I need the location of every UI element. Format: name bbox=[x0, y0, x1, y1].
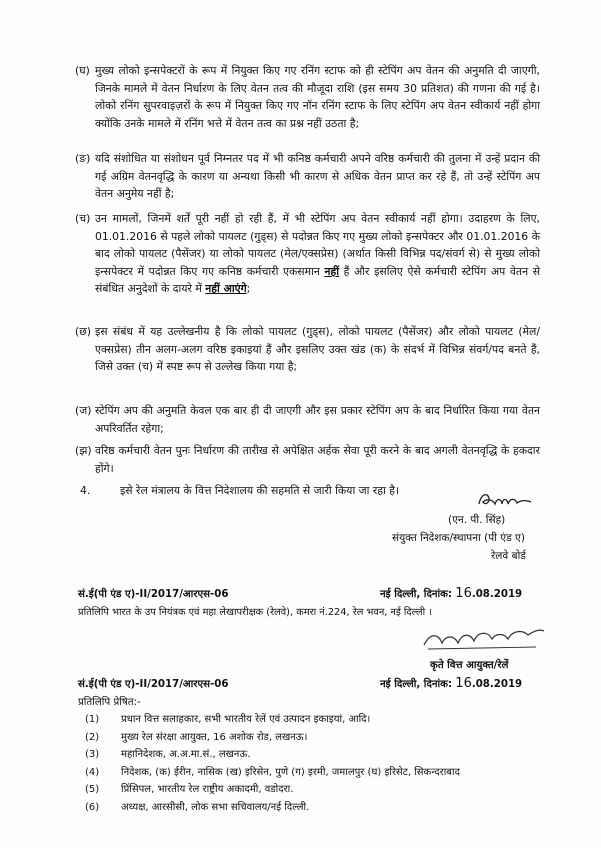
list-number: (4) bbox=[85, 766, 100, 778]
clause-text: मुख्य लोको इन्सपेक्टरों के रूप में नियुक्त किए गए रनिंग स्टाफ को ही स्टेपिंग अप वेतन की अनुमति दी जाएगी, जिनके मामले में वेतन निर्धारण के लिए वेतन तत्व की मौजूदा राशि (इस समय 30 प्रतिशत) की गणना की गई है। लोको रनिंग सुपरवाइज़रों के रूप में नियुक्त किए गए नॉन रनिंग स्टाफ के लिए स्टेपिंग अप वेतन स्वीकार्य नहीं होगा क्योंकि उनके मामले में रनिंग भत्ते में वेतन तत्व का प्रश्न नहीं उठता है; bbox=[95, 64, 540, 130]
clause-ja bbox=[75, 402, 540, 437]
finance-signature bbox=[418, 625, 548, 659]
emphasis-not-covered: नहीं आएंगे bbox=[205, 282, 247, 296]
clause-label: (झ) bbox=[75, 444, 92, 457]
list-text: प्रिंसिपल, भारतीय रेल राष्ट्रीय अकादमी, वडोदरा. bbox=[121, 784, 294, 796]
list-text: प्रधान वित्त सलाहकार, सभी भारतीय रेलें एवं उत्पादन इकाइयां, आदि। bbox=[121, 714, 371, 725]
reference-date bbox=[380, 586, 522, 601]
clause-jha bbox=[75, 442, 540, 477]
finance-signatory-title: कृते वित्त आयुक्त/रेलें bbox=[430, 660, 509, 671]
paragraph-4 bbox=[80, 483, 399, 498]
clause-text: वरिष्ठ कर्मचारी वेतन पुनः निर्धारण की तारीख से अपेक्षित अर्हक सेवा पूरी करने के बाद अगली वेतनवृद्धि के हकदार होंगे। bbox=[95, 444, 540, 475]
clause-text: स्टेपिंग अप की अनुमति केवल एक बार ही दी जाएगी और इस प्रकार स्टेपिंग अप के बाद निर्धारित किया गया वेतन अपरिवर्तित रहेगा; bbox=[95, 404, 540, 435]
list-item bbox=[85, 746, 460, 764]
list-number: (6) bbox=[85, 801, 100, 813]
date-prefix: नई दिल्ली, दिनांक: bbox=[380, 589, 453, 600]
handwritten-signature-icon bbox=[418, 625, 548, 655]
list-text: मुख्य रेल संरक्षा आयुक्त, 16 अशोक रोड, लखनऊ। bbox=[121, 731, 308, 743]
copy-to-heading: प्रतिलिपि प्रेषित:- bbox=[78, 697, 141, 708]
list-text: निदेशक, (क) ईरीन, नासिक (ख) इरिसेन, पुणे (ग) इरमी, जमालपुर (घ) इरिसेट, सिकन्दराबाद bbox=[121, 766, 460, 778]
signature bbox=[475, 488, 535, 516]
emphasis-not: नहीं bbox=[324, 264, 339, 278]
clause-label: (ज) bbox=[75, 404, 92, 417]
clause-label: (ङ) bbox=[75, 152, 91, 165]
signatory-office: रेलवे बोर्ड bbox=[491, 550, 526, 562]
list-item bbox=[85, 729, 460, 747]
clause-label: (घ) bbox=[75, 64, 90, 77]
date-prefix: नई दिल्ली, दिनांक: bbox=[380, 679, 453, 690]
signatory-designation: संयुक्त निदेशक/स्थापना (पी एंड ए) bbox=[392, 532, 525, 544]
date-day: 16 bbox=[455, 676, 472, 691]
clause-text-part: हैं और इसलिए ऐसे कर्मचारी स्टेपिंग अप वेतन से संबंधित अनुदेशों के दायरे में bbox=[95, 264, 540, 296]
signature-scribble-icon bbox=[475, 488, 535, 512]
clause-text: यदि संशोधित या संशोधन पूर्व निम्नतर पद में भी कनिष्ठ कर्मचारी अपने वरिष्ठ कर्मचारी की तुलना में उन्हें प्रदान की गई अग्रिम वेतनवृद्धि के कारण या अन्यथा किसी भी कारण से अधिक वेतन प्राप्त कर रहे हैं, तो उन्हें स्टेपिंग अप वेतन अनुमेय नहीं है; bbox=[95, 152, 541, 201]
clause-gha bbox=[75, 62, 540, 132]
signatory-name: (एन. पी. सिंह) bbox=[448, 514, 506, 526]
clause-chha bbox=[75, 323, 540, 376]
clause-label: (च) bbox=[75, 212, 91, 225]
date-day: 16 bbox=[455, 586, 472, 601]
reference-date-2 bbox=[380, 676, 522, 691]
list-item bbox=[85, 764, 460, 782]
clause-text-part: उन मामलों, जिनमें शर्तें पूरी नहीं हो रही हैं, में भी स्टेपिंग अप वेतन स्वीकार्य नहीं होगा। उदाहरण के लिए, 01.01.2016 से पहले लोको पायलट (गुड्स) से पदोन्नत किए गए मुख्य लोको इन्सपेक्टर और 01.01.2016 के बाद लोको पायलट (पैसेंजर) या लोको पायलट (मेल/एक्सप्रेस) (अर्थात किसी विभिन्न पद/संवर्ग से) से मुख्य लोको इन्सपेक्टर में पदोन्नत किए गए कनिष्ठ कर्मचारी एकसमान bbox=[95, 212, 540, 278]
list-text: अध्यक्ष, आरसीसी, लोक सभा सचिवालय/नई दिल्ली. bbox=[121, 801, 310, 813]
clause-nga bbox=[75, 150, 541, 203]
clause-text-part: ; bbox=[246, 282, 251, 296]
reference-number: सं.ई(पी एंड ए)-II/2017/आरएस-06 bbox=[78, 589, 229, 600]
list-number: (5) bbox=[85, 784, 100, 796]
clause-cha bbox=[75, 210, 540, 298]
list-number: (3) bbox=[85, 749, 100, 761]
paragraph-number: 4. bbox=[80, 484, 91, 497]
clause-label: (छ) bbox=[75, 325, 91, 338]
list-item bbox=[85, 799, 460, 817]
list-text: महानिदेशक, अ.अ.मा.सं., लखनऊ. bbox=[121, 749, 251, 761]
list-item bbox=[85, 781, 460, 799]
paragraph-text: इसे रेल मंत्रालय के वित्त निदेशालय की सहमति से जारी किया जा रहा है। bbox=[120, 484, 400, 497]
clause-text: इस संबंध में यह उल्लेखनीय है कि लोको पायलट (गुड्स), लोको पायलट (पैसेंजर) और लोको पायलट (मेल/एक्सप्रेस) तीन अलग-अलग वरिष्ठ इकाइयां हैं और इसलिए उक्त खंड (क) के संदर्भ में विभिन्न संवर्ग/पद बनते हैं, जिसे उक्त (च) में स्पष्ट रूप से उल्लेख किया गया है; bbox=[95, 325, 540, 374]
list-item bbox=[85, 711, 460, 729]
copy-to-list bbox=[85, 711, 460, 817]
reference-number-2: सं.ई(पी एंड ए)-II/2017/आरएस-06 bbox=[78, 679, 229, 690]
list-number: (2) bbox=[85, 731, 100, 743]
list-number: (1) bbox=[85, 714, 100, 725]
copy-line: प्रतिलिपि भारत के उप नियंत्रक एवं महा लेखापरीक्षक (रेलवे), कमरा नं.224, रेल भवन, नई दिल्ली । bbox=[78, 607, 433, 618]
date-rest: .08.2019 bbox=[471, 679, 523, 690]
clause-text bbox=[95, 210, 540, 298]
date-rest: .08.2019 bbox=[471, 589, 523, 600]
